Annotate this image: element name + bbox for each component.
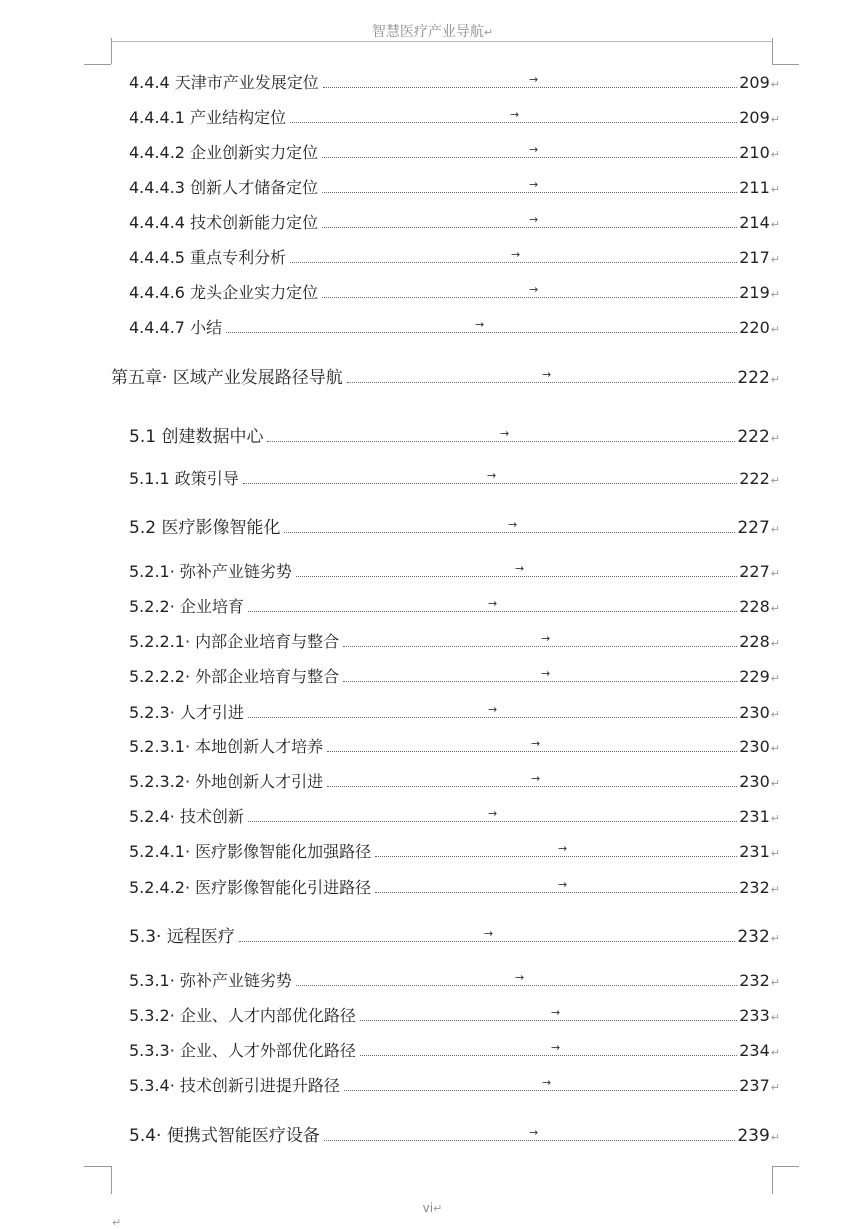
dot-leader — [360, 1008, 737, 1021]
dot-leader — [343, 634, 737, 647]
toc-entry[interactable] — [129, 804, 780, 826]
return-mark: ↵ — [770, 373, 780, 386]
toc-entry-label: 5.3.3· 企业、人才外部优化路径 — [129, 1041, 356, 1060]
toc-entry-page: 228 — [739, 632, 770, 651]
toc-entry-label: 5.2.4· 技术创新 — [129, 807, 244, 826]
toc-entry-page: 211 — [739, 178, 770, 197]
toc-entry-label: 5.2 医疗影像智能化 — [129, 518, 281, 538]
toc-entry[interactable] — [129, 1003, 780, 1025]
tab-arrow-icon: → — [531, 772, 541, 785]
tab-arrow-icon: → — [508, 518, 518, 531]
toc-entry[interactable] — [111, 363, 780, 388]
toc-entry[interactable] — [129, 315, 780, 337]
return-mark: ↵ — [770, 812, 780, 825]
toc-entry-page: 227 — [737, 518, 770, 538]
dot-leader — [323, 75, 737, 88]
dot-leader — [290, 250, 737, 263]
tab-arrow-icon: → — [529, 73, 539, 86]
toc-entry[interactable] — [129, 175, 780, 197]
toc-entry-page: 230 — [739, 737, 770, 756]
tab-arrow-icon: → — [531, 737, 541, 750]
toc-entry-label: 5.3.1· 弥补产业链劣势 — [129, 971, 292, 990]
toc-entry-label: 第五章· 区域产业发展路径导航 — [111, 368, 343, 388]
return-mark: ↵ — [770, 148, 780, 161]
toc-entry-page: 220 — [739, 318, 770, 337]
tab-arrow-icon: → — [488, 597, 498, 610]
toc-entry-label: 5.2.4.1· 医疗影像智能化加强路径 — [129, 842, 372, 861]
return-mark: ↵ — [770, 113, 780, 126]
tab-arrow-icon: → — [529, 143, 539, 156]
header-title: 智慧医疗产业导航 — [371, 24, 484, 40]
toc-entry-label: 4.4.4.7 小结 — [129, 318, 223, 337]
toc-entry[interactable] — [129, 513, 780, 538]
dot-leader — [284, 520, 735, 533]
toc-entry[interactable] — [129, 1073, 780, 1095]
tab-arrow-icon: → — [529, 213, 539, 226]
tab-arrow-icon: → — [511, 248, 521, 261]
toc-entry-label: 5.3.2· 企业、人才内部优化路径 — [129, 1006, 356, 1025]
tab-arrow-icon: → — [551, 1006, 561, 1019]
return-mark: ↵ — [770, 708, 780, 721]
dot-leader — [248, 599, 737, 612]
tab-arrow-icon: → — [551, 1041, 561, 1054]
toc-entry[interactable] — [129, 1038, 780, 1060]
toc-entry-label: 5.2.3.1· 本地创新人才培养 — [129, 737, 324, 756]
toc-entry-page: 209 — [739, 108, 770, 127]
tab-arrow-icon: → — [529, 283, 539, 296]
tab-arrow-icon: → — [488, 703, 498, 716]
toc-entry-label: 4.4.4.5 重点专利分析 — [129, 248, 287, 267]
dot-leader — [344, 1078, 737, 1091]
toc-entry-page: 214 — [739, 213, 770, 232]
return-mark: ↵ — [770, 288, 780, 301]
toc-entry[interactable] — [129, 629, 780, 651]
return-mark: ↵ — [770, 218, 780, 231]
toc-entry[interactable] — [129, 105, 780, 127]
dot-leader — [375, 880, 737, 893]
header-return-mark: ↵ — [483, 26, 494, 39]
toc-entry-page: 209 — [739, 73, 770, 92]
toc-entry-page: 217 — [739, 248, 770, 267]
toc-entry[interactable] — [129, 875, 780, 897]
toc-entry-label: 4.4.4 天津市产业发展定位 — [129, 73, 319, 92]
return-mark: ↵ — [770, 602, 780, 615]
tab-arrow-icon: → — [500, 427, 510, 440]
tab-arrow-icon: → — [488, 807, 498, 820]
toc-entry[interactable] — [129, 70, 780, 92]
toc-entry-page: 232 — [737, 927, 770, 947]
return-mark: ↵ — [770, 777, 780, 790]
toc-entry-label: 5.2.3.2· 外地创新人才引进 — [129, 772, 324, 791]
return-mark: ↵ — [770, 183, 780, 196]
toc-entry-label: 5.1.1 政策引导 — [129, 469, 239, 488]
dot-leader — [327, 774, 737, 787]
toc-entry[interactable] — [129, 700, 780, 722]
dot-leader — [248, 809, 737, 822]
toc-entry[interactable] — [129, 839, 780, 861]
return-mark: ↵ — [770, 1011, 780, 1024]
return-mark: ↵ — [770, 78, 780, 91]
dot-leader — [343, 669, 737, 682]
tab-arrow-icon: → — [484, 927, 494, 940]
toc-entry-page: 234 — [739, 1041, 770, 1060]
toc-entry-page: 227 — [739, 562, 770, 581]
toc-entry[interactable] — [129, 664, 780, 686]
toc-entry[interactable] — [129, 968, 780, 990]
toc-entry-page: 231 — [739, 807, 770, 826]
tab-arrow-icon: → — [541, 667, 551, 680]
toc-entry-page: 229 — [739, 667, 770, 686]
toc-entry-page: 231 — [739, 842, 770, 861]
dot-leader — [296, 973, 737, 986]
toc-entry-page: 239 — [737, 1126, 770, 1146]
toc-entry-label: 4.4.4.2 企业创新实力定位 — [129, 143, 319, 162]
toc-entry-label: 5.3.4· 技术创新引进提升路径 — [129, 1076, 340, 1095]
dot-leader — [267, 429, 735, 442]
toc-entry[interactable] — [129, 734, 780, 756]
dot-leader — [226, 320, 737, 333]
page-number: vi — [422, 1201, 434, 1215]
toc-entry[interactable] — [129, 559, 780, 581]
dot-leader — [296, 564, 737, 577]
toc-entry-label: 4.4.4.4 技术创新能力定位 — [129, 213, 319, 232]
toc-entry[interactable] — [129, 1121, 780, 1146]
dot-leader — [322, 180, 737, 193]
return-mark: ↵ — [770, 932, 780, 945]
tab-arrow-icon: → — [541, 632, 551, 645]
toc-entry-label: 5.2.4.2· 医疗影像智能化引进路径 — [129, 878, 372, 897]
return-mark: ↵ — [770, 1131, 780, 1144]
toc-entry-page: 222 — [737, 427, 770, 447]
toc-entry-label: 5.1 创建数据中心 — [129, 427, 264, 447]
return-mark: ↵ — [770, 976, 780, 989]
toc-entry-page: 222 — [739, 469, 770, 488]
return-mark: ↵ — [770, 742, 780, 755]
toc-entry[interactable] — [129, 594, 780, 616]
return-mark: ↵ — [770, 253, 780, 266]
toc-entry-page: 230 — [739, 772, 770, 791]
toc-entry-label: 4.4.4.1 产业结构定位 — [129, 108, 287, 127]
toc-entry[interactable] — [129, 140, 780, 162]
tab-arrow-icon: → — [558, 842, 568, 855]
toc-entry-page: 232 — [739, 971, 770, 990]
return-mark: ↵ — [770, 567, 780, 580]
dot-leader — [322, 285, 737, 298]
dot-leader — [347, 370, 736, 383]
footer-page-number — [0, 1201, 865, 1215]
return-mark: ↵ — [770, 1081, 780, 1094]
toc-entry-page: 230 — [739, 703, 770, 722]
return-mark: ↵ — [770, 847, 780, 860]
toc-entry[interactable] — [129, 922, 780, 947]
toc-entry-label: 5.2.1· 弥补产业链劣势 — [129, 562, 292, 581]
dot-leader — [324, 1128, 735, 1141]
toc-entry-label: 5.2.2.2· 外部企业培育与整合 — [129, 667, 340, 686]
tab-arrow-icon: → — [510, 108, 520, 121]
return-mark: ↵ — [770, 637, 780, 650]
tab-arrow-icon: → — [487, 469, 497, 482]
tab-arrow-icon: → — [542, 1076, 552, 1089]
toc-entry-label: 5.4· 便携式智能医疗设备 — [129, 1126, 320, 1146]
return-mark: ↵ — [770, 883, 780, 896]
toc-entry-page: 210 — [739, 143, 770, 162]
dot-leader — [243, 471, 737, 484]
toc-entry-page: 232 — [739, 878, 770, 897]
paragraph-mark: ↵ — [112, 1216, 122, 1229]
return-mark: ↵ — [770, 672, 780, 685]
toc-entry-label: 5.2.3· 人才引进 — [129, 703, 244, 722]
return-mark: ↵ — [770, 474, 780, 487]
toc-entry[interactable] — [129, 280, 780, 302]
return-mark: ↵ — [770, 1046, 780, 1059]
toc-entry[interactable] — [129, 210, 780, 232]
toc-entry-label: 4.4.4.3 创新人才储备定位 — [129, 178, 319, 197]
tab-arrow-icon: → — [515, 562, 525, 575]
tab-arrow-icon: → — [475, 318, 485, 331]
tab-arrow-icon: → — [529, 178, 539, 191]
toc-entry-page: 228 — [739, 597, 770, 616]
dot-leader — [322, 215, 737, 228]
return-mark: ↵ — [770, 523, 780, 536]
dot-leader — [322, 145, 737, 158]
dot-leader — [327, 739, 737, 752]
toc-entry-page: 233 — [739, 1006, 770, 1025]
tab-arrow-icon: → — [529, 1126, 539, 1139]
dot-leader — [375, 844, 737, 857]
tab-arrow-icon: → — [558, 878, 568, 891]
toc-entry-label: 5.3· 远程医疗 — [129, 927, 235, 947]
return-mark: ↵ — [770, 432, 780, 445]
toc-entry-page: 219 — [739, 283, 770, 302]
toc-entry[interactable] — [129, 769, 780, 791]
footer-return-mark: ↵ — [433, 1202, 443, 1215]
toc-entry[interactable] — [129, 245, 780, 267]
tab-arrow-icon: → — [542, 368, 552, 381]
return-mark: ↵ — [770, 323, 780, 336]
dot-leader — [290, 110, 737, 123]
dot-leader — [248, 705, 737, 718]
toc-entry-label: 5.2.2· 企业培育 — [129, 597, 244, 616]
dot-leader — [239, 929, 735, 942]
toc-entry-label: 5.2.2.1· 内部企业培育与整合 — [129, 632, 340, 651]
dot-leader — [360, 1043, 737, 1056]
toc-entry[interactable] — [129, 422, 780, 447]
tab-arrow-icon: → — [515, 971, 525, 984]
toc-entry-page: 237 — [739, 1076, 770, 1095]
toc-entry-label: 4.4.4.6 龙头企业实力定位 — [129, 283, 319, 302]
toc-entry-page: 222 — [737, 368, 770, 388]
toc-entry[interactable] — [129, 466, 780, 488]
